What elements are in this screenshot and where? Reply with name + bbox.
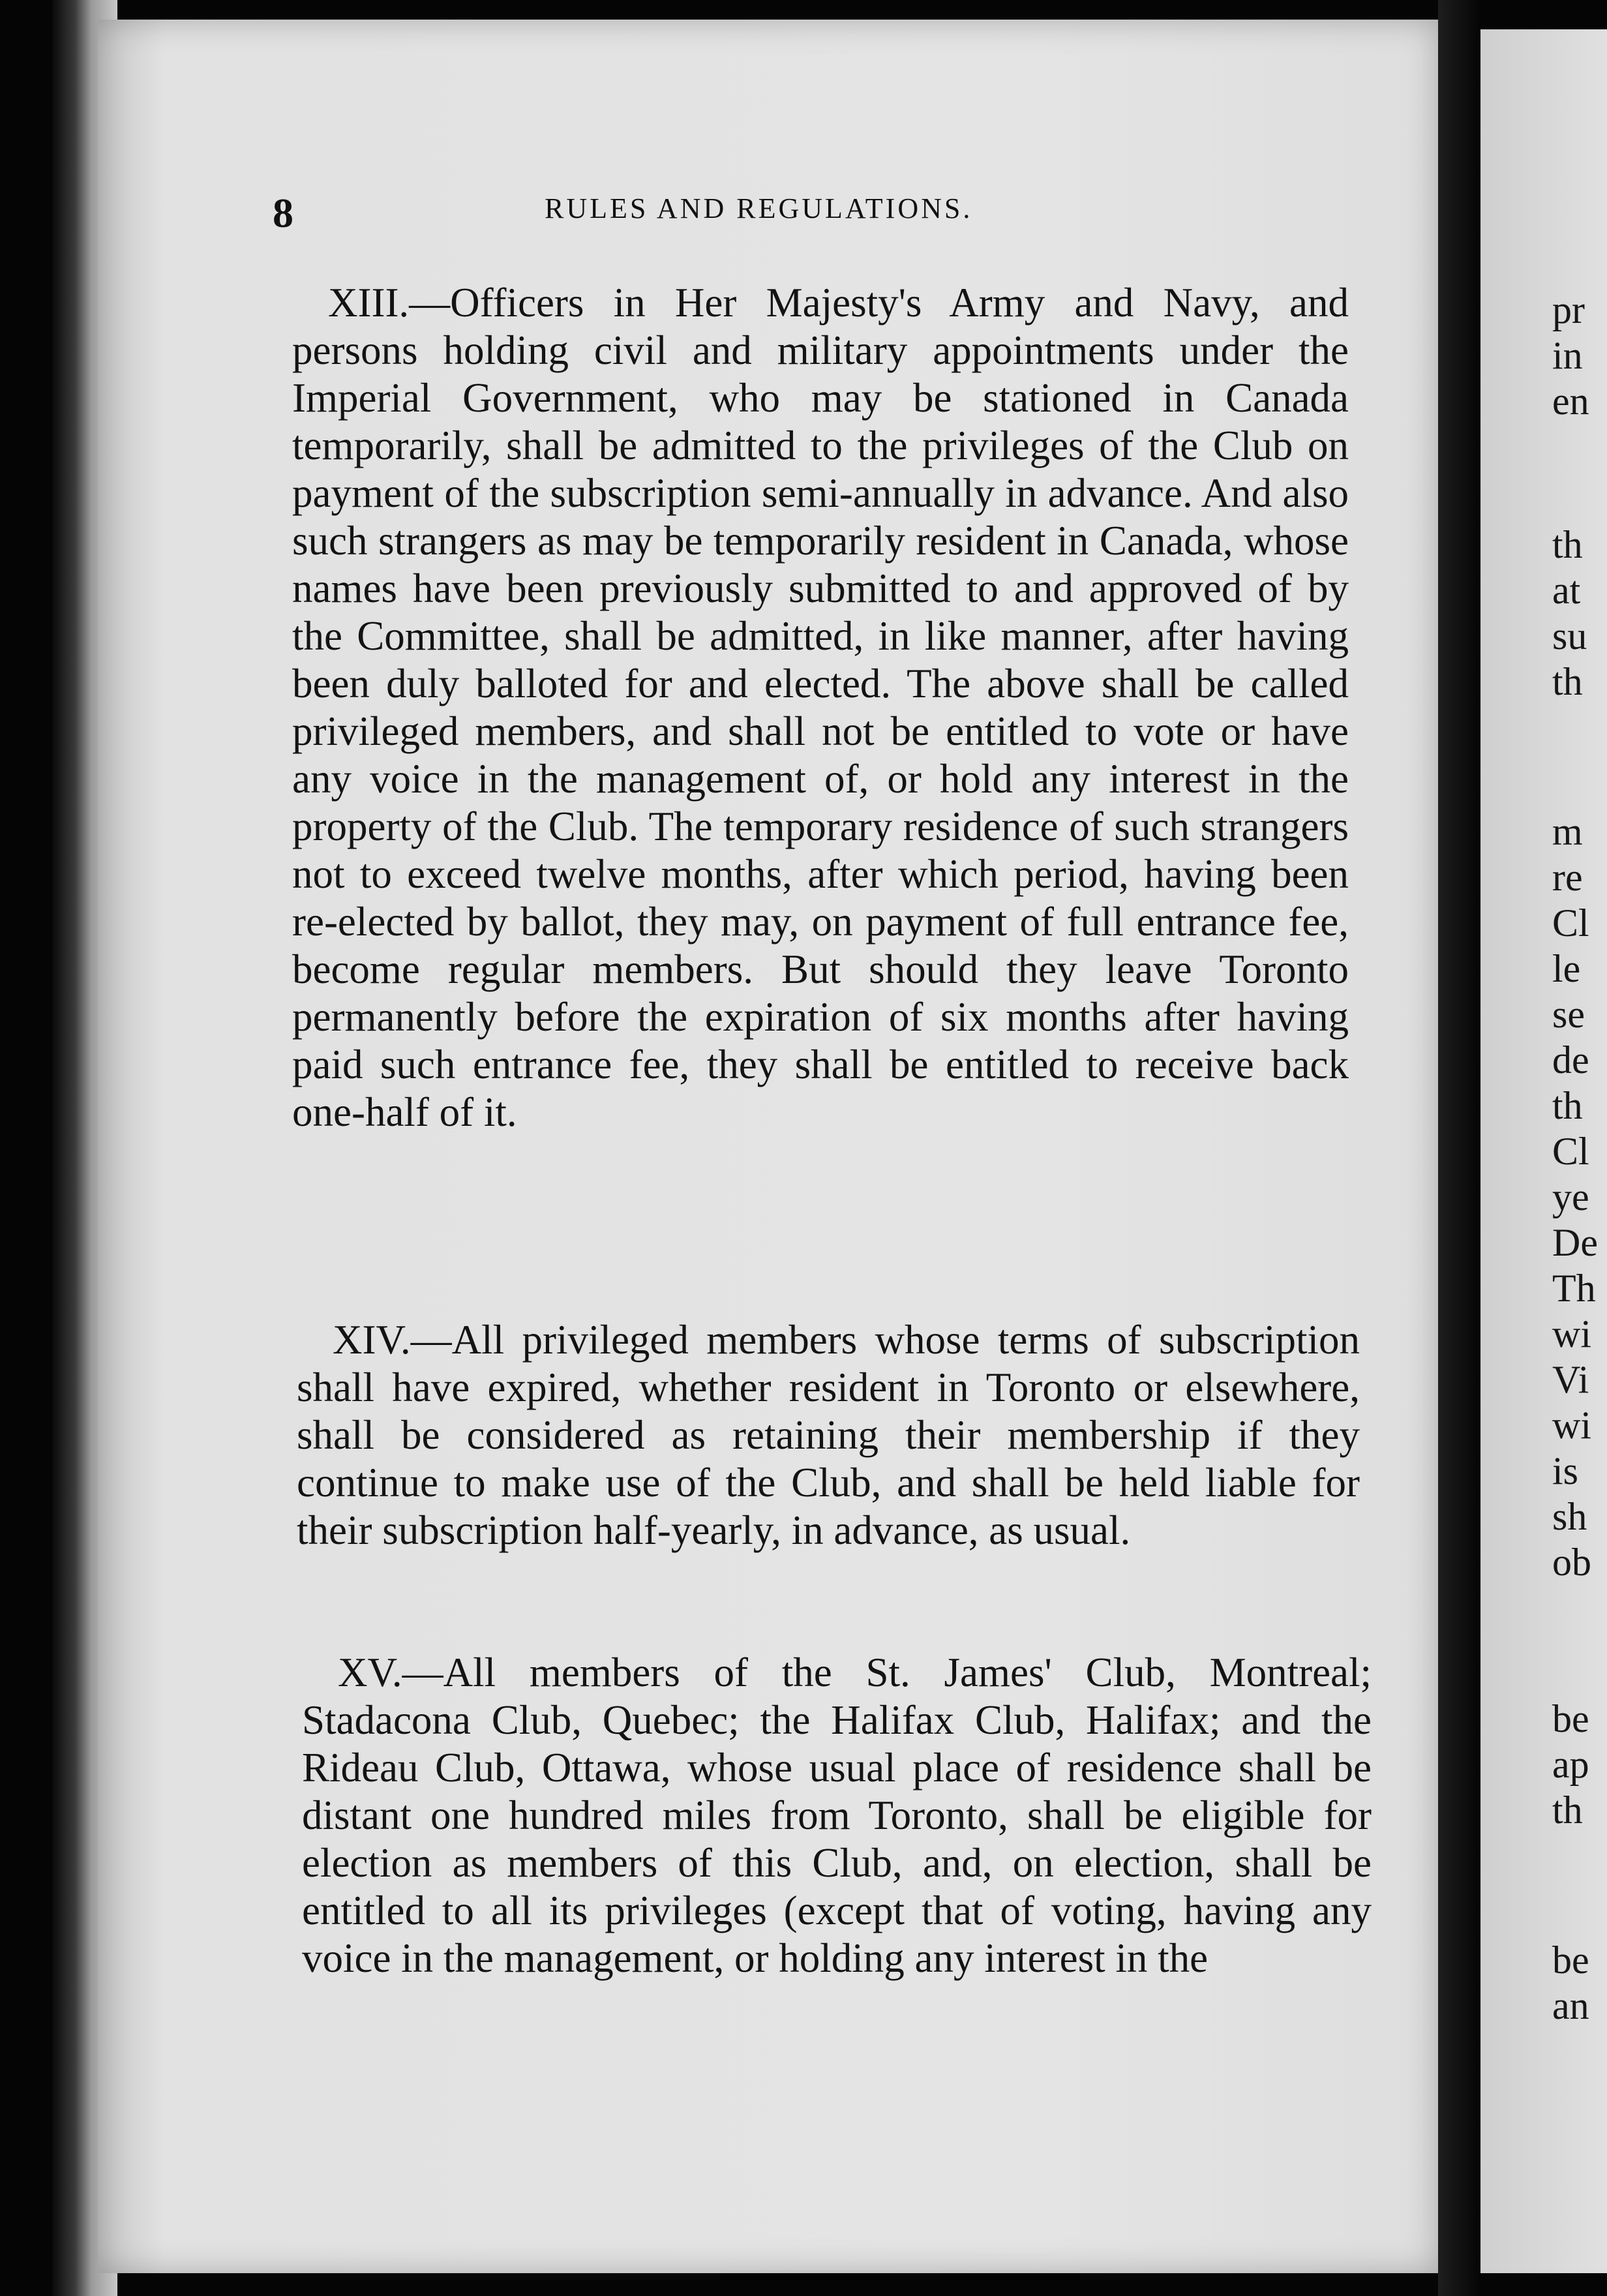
facing-fragment: Cl: [1552, 1130, 1589, 1173]
paragraph-xiv: XIV.—All privileged members whose terms of subscription shall have expired, whether resident in Toronto or elsewhere, shall be considered as retaining their membership if they continue to make use of the Club, and shall be held liable for their subscription half-yearly, in advance, as usual.: [297, 1317, 1360, 1553]
facing-fragment: De: [1552, 1221, 1598, 1264]
facing-fragment: be: [1552, 1939, 1589, 1982]
facing-fragment: Vi: [1552, 1358, 1589, 1401]
facing-fragment: de: [1552, 1038, 1589, 1081]
facing-fragment: su: [1552, 614, 1587, 657]
facing-fragment: be: [1552, 1697, 1589, 1740]
facing-fragment: th: [1552, 660, 1583, 703]
facing-fragment: sh: [1552, 1495, 1587, 1538]
paragraph-xv: XV.—All members of the St. James' Club, Montreal; Stadacona Club, Quebec; the Halifax Club, Halifax; and the Rideau Club, Ottawa, whose usual place of residence shall be distant one hundred miles from Toronto, shall be eligible for election as members of this Club, and, on election, shall be entitled to all its privileges (except that of voting, having any voice in the management, or holding any interest in the: [302, 1650, 1372, 1981]
facing-fragment: se: [1552, 993, 1585, 1036]
facing-fragment: le: [1552, 947, 1581, 990]
facing-fragment: an: [1552, 1984, 1589, 2027]
facing-fragment: is: [1552, 1449, 1579, 1492]
gutter-shadow: [1438, 0, 1480, 2296]
facing-fragment: ob: [1552, 1541, 1591, 1584]
facing-fragment: at: [1552, 569, 1581, 612]
facing-fragment: ye: [1552, 1175, 1589, 1218]
page-number: 8: [273, 190, 293, 236]
running-head: RULES AND REGULATIONS.: [545, 192, 973, 224]
facing-fragment: Th: [1552, 1267, 1596, 1310]
facing-fragment: th: [1552, 1084, 1583, 1127]
facing-fragment: th: [1552, 1789, 1583, 1832]
facing-fragment: re: [1552, 856, 1583, 899]
facing-fragment: ap: [1552, 1743, 1589, 1786]
paragraph-xiii: XIII.—Officers in Her Majesty's Army and Navy, and persons holding civil and military appointments under the Imperial Government, who may be stationed in Canada temporarily, shall be admitted to the privileges of the Club on payment of the subscription semi-annually in advance. And also such strangers as may be temporarily resident in Canada, whose names have been previously submitted to and approved of by the Committee, shall be admitted, in like manner, after having been duly balloted for and elected. The above shall be called privileged members, and shall not be entitled to vote or have any voice in the management of, or hold any interest in the property of the Club. The temporary residence of such strangers not to exceed twelve months, after which period, having been re-elected by ballot, they may, on payment of full entrance fee, become regular members. But should they leave Toronto permanently before the expiration of six months after having paid such entrance fee, they shall be entitled to receive back one-half of it.: [292, 280, 1349, 1135]
facing-fragment: Cl: [1552, 901, 1589, 944]
facing-fragment: m: [1552, 810, 1583, 853]
facing-fragment: wi: [1552, 1312, 1591, 1355]
facing-page: [1480, 29, 1607, 2273]
facing-fragment: en: [1552, 380, 1589, 423]
facing-fragment: pr: [1552, 288, 1585, 331]
facing-fragment: in: [1552, 334, 1583, 377]
facing-fragment: wi: [1552, 1404, 1591, 1447]
facing-fragment: th: [1552, 523, 1583, 566]
